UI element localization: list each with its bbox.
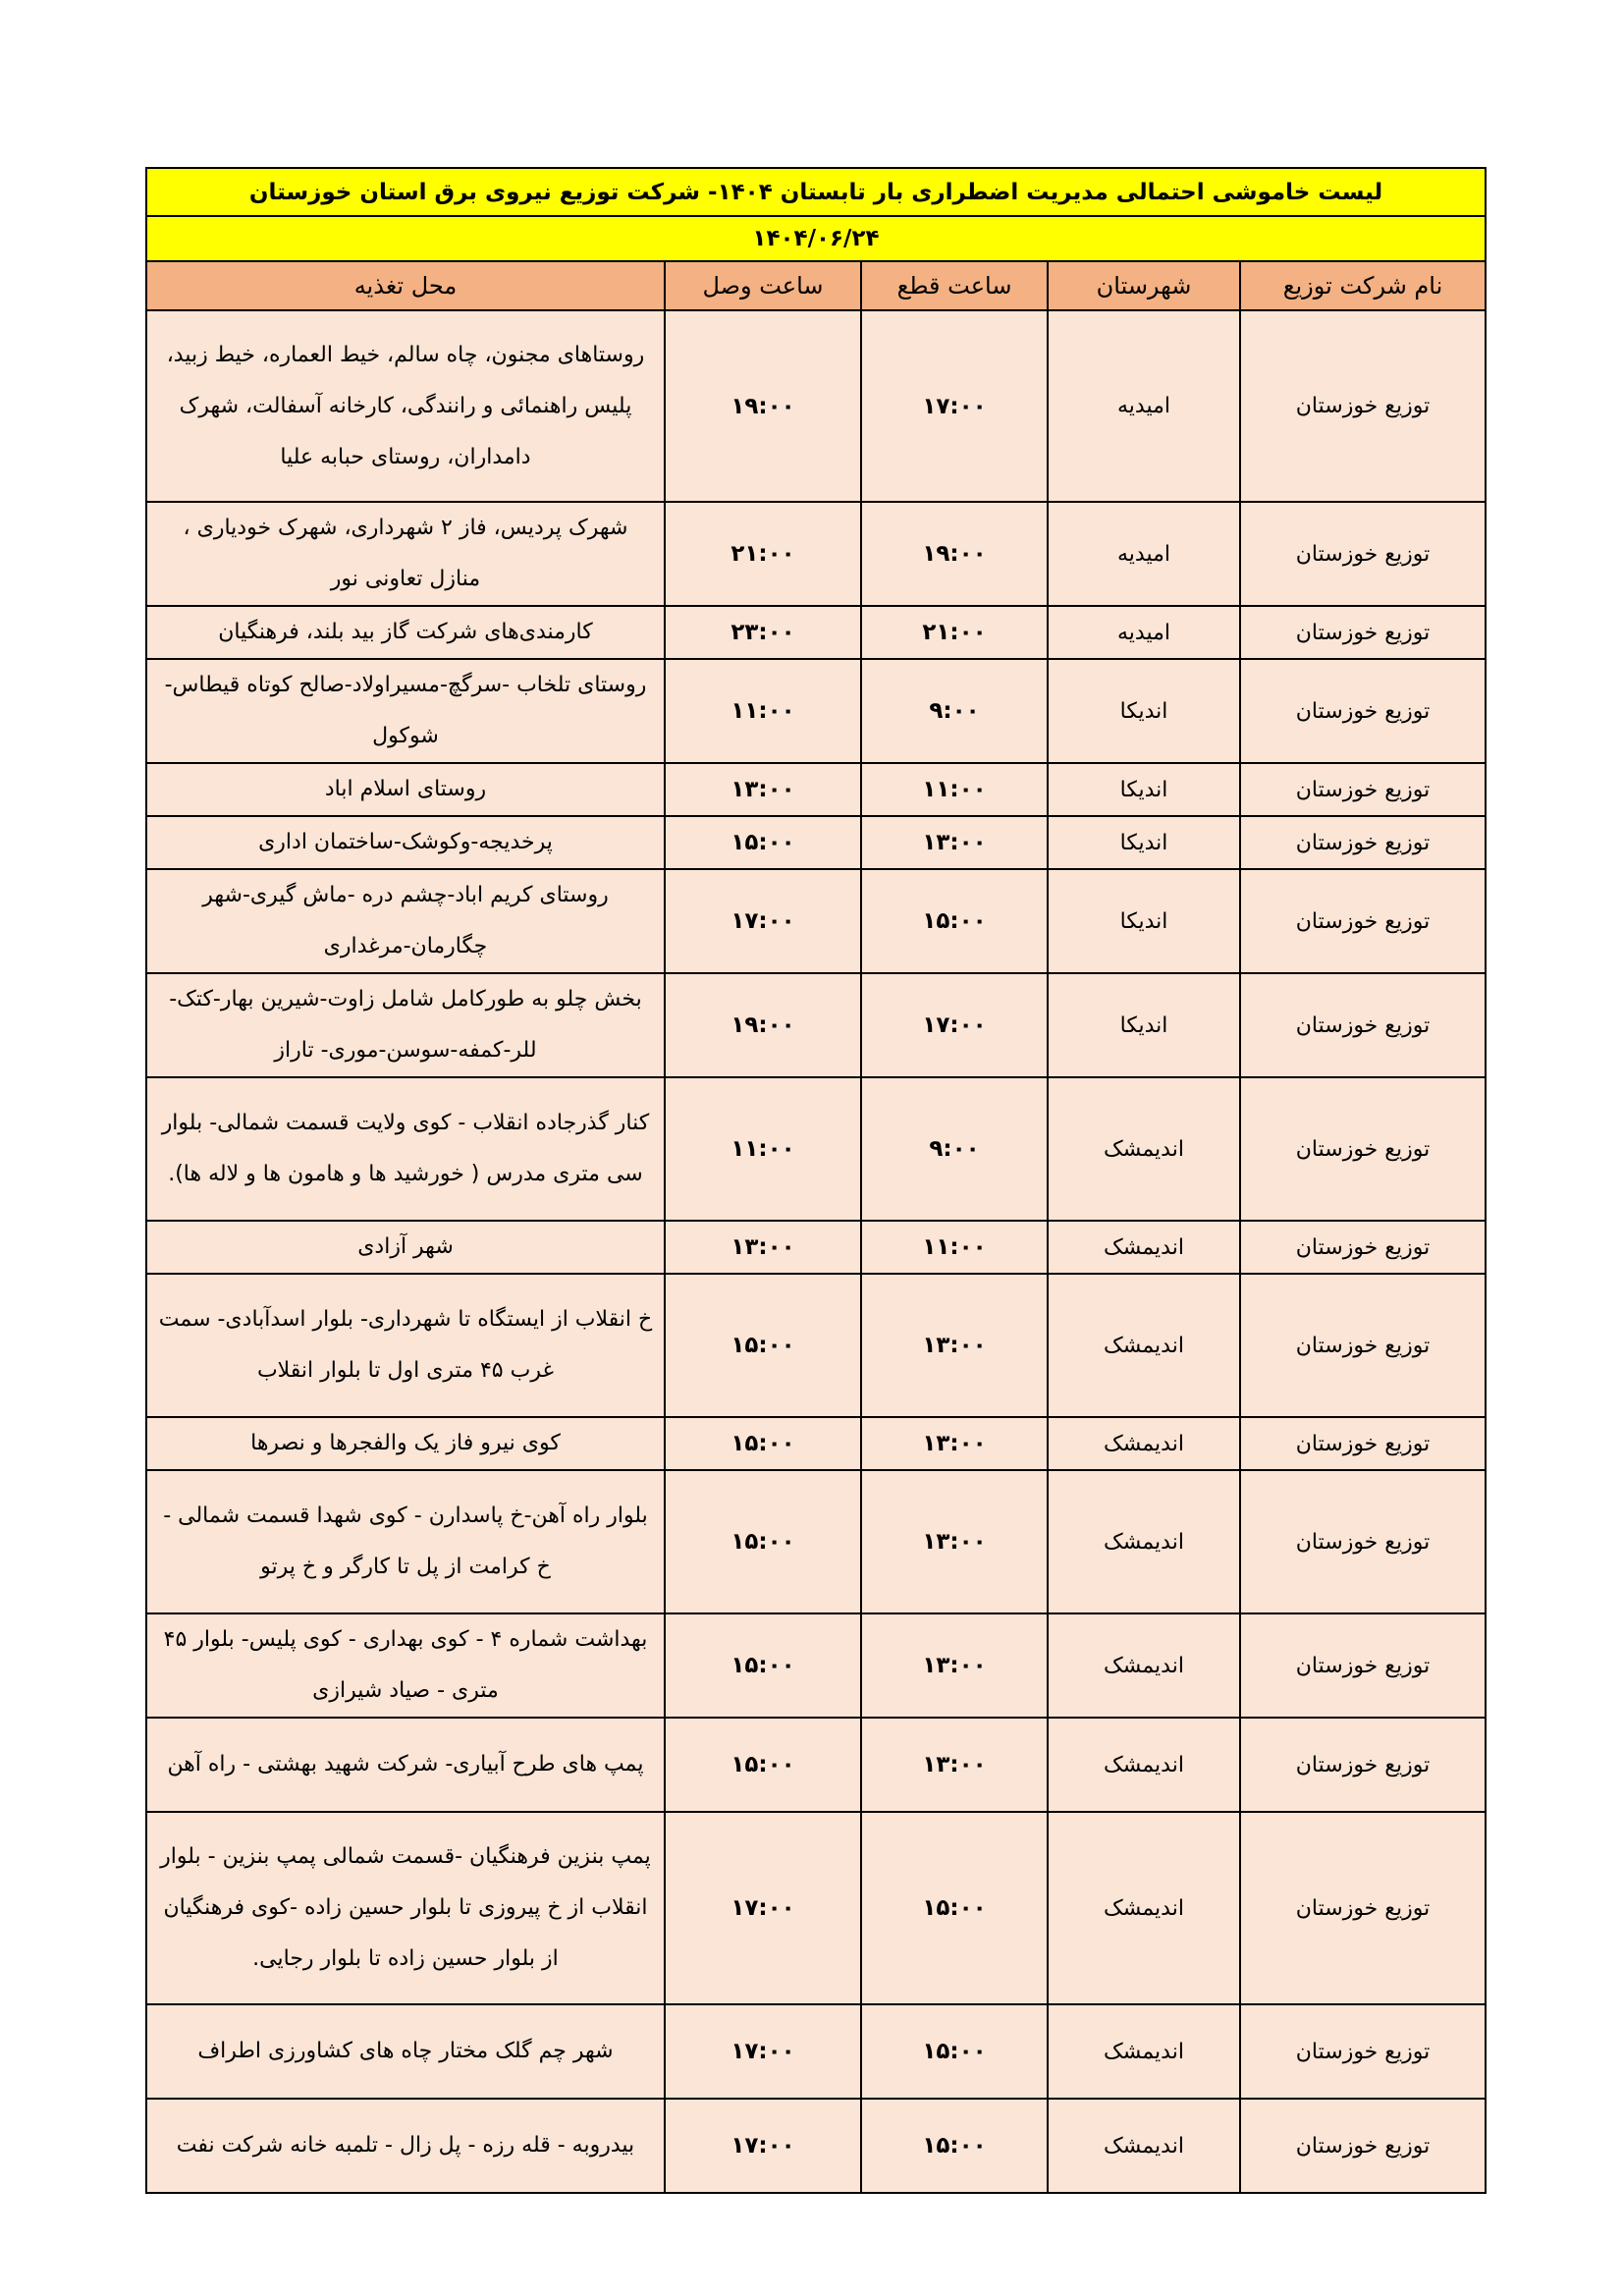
cell-city: اندیمشک [1048,1274,1240,1417]
cell-cut-time: ۱۷:۰۰ [861,973,1048,1077]
cell-location: بلوار راه آهن-خ پاسدارن - کوی شهدا قسمت شمالی - خ کرامت از پل تا کارگر و خ پرتو [146,1470,665,1613]
cell-location: پمپ های طرح آبیاری- شرکت شهید بهشتی - راه آهن [146,1718,665,1812]
cell-connect-time: ۲۳:۰۰ [665,606,861,659]
cell-location: کنار گذرجاده انقلاب - کوی ولایت قسمت شمالی- بلوار سی متری مدرس ( خورشید ها و هامون ها و لاله ها). [146,1077,665,1221]
cell-connect-time: ۱۷:۰۰ [665,869,861,973]
table-row [146,1077,1486,1221]
cell-company: توزیع خوزستان [1240,1613,1486,1718]
cell-city: امیدیه [1048,502,1240,606]
cell-connect-time: ۲۱:۰۰ [665,502,861,606]
cell-cut-time: ۱۵:۰۰ [861,2099,1048,2193]
cell-connect-time: ۱۵:۰۰ [665,1417,861,1470]
cell-company: توزیع خوزستان [1240,606,1486,659]
cell-city: امیدیه [1048,606,1240,659]
cell-connect-time: ۱۹:۰۰ [665,310,861,502]
cell-city: اندیمشک [1048,1470,1240,1613]
outage-sheet [147,167,1487,2194]
cell-cut-time: ۱۳:۰۰ [861,1613,1048,1718]
cell-city: اندیکا [1048,869,1240,973]
table-row [146,1417,1486,1470]
cell-city: اندیمشک [1048,1812,1240,2004]
header-connect-time: ساعت وصل [665,261,861,310]
header-cut-time: ساعت قطع [861,261,1048,310]
cell-cut-time: ۱۱:۰۰ [861,1221,1048,1274]
cell-location: روستاهای مجنون، چاه سالم، خیط العماره، خیط زبید، پلیس راهنمائی و رانندگی، کارخانه آسفالت، شهرک دامداران، روستای حبابه علیا [146,310,665,502]
table-row [146,606,1486,659]
cell-location: شهر چم گلک مختار چاه های کشاورزی اطراف [146,2004,665,2099]
table-row [146,502,1486,606]
table-row [146,1613,1486,1718]
table-row [146,1274,1486,1417]
cell-cut-time: ۱۵:۰۰ [861,2004,1048,2099]
cell-city: اندیمشک [1048,1077,1240,1221]
table-row [146,1812,1486,2004]
cell-location: روستای کریم اباد-چشم دره -ماش گیری-شهر چگارمان-مرغداری [146,869,665,973]
table-row [146,1470,1486,1613]
cell-connect-time: ۱۱:۰۰ [665,659,861,763]
cell-cut-time: ۹:۰۰ [861,659,1048,763]
cell-connect-time: ۱۹:۰۰ [665,973,861,1077]
cell-cut-time: ۱۵:۰۰ [861,1812,1048,2004]
cell-company: توزیع خوزستان [1240,2099,1486,2193]
header-company: نام شرکت توزیع [1240,261,1486,310]
cell-city: اندیکا [1048,973,1240,1077]
cell-location: پرخدیجه-وکوشک-ساختمان اداری [146,816,665,869]
cell-city: امیدیه [1048,310,1240,502]
cell-connect-time: ۱۵:۰۰ [665,1274,861,1417]
cell-location: بیدروبه - قله رزه - پل زال - تلمبه خانه شرکت نفت [146,2099,665,2193]
cell-location: کوی نیرو فاز یک والفجرها و نصرها [146,1417,665,1470]
cell-company: توزیع خوزستان [1240,1417,1486,1470]
cell-connect-time: ۱۵:۰۰ [665,1613,861,1718]
cell-connect-time: ۱۳:۰۰ [665,1221,861,1274]
cell-company: توزیع خوزستان [1240,816,1486,869]
cell-city: اندیکا [1048,763,1240,816]
cell-cut-time: ۱۳:۰۰ [861,1274,1048,1417]
cell-company: توزیع خوزستان [1240,310,1486,502]
document-title: لیست خاموشی احتمالی مدیریت اضطراری بار تابستان ۱۴۰۴- شرکت توزیع نیروی برق استان خوزستان [146,168,1486,216]
cell-cut-time: ۱۳:۰۰ [861,816,1048,869]
cell-company: توزیع خوزستان [1240,869,1486,973]
cell-cut-time: ۱۹:۰۰ [861,502,1048,606]
cell-company: توزیع خوزستان [1240,2004,1486,2099]
cell-connect-time: ۱۷:۰۰ [665,2004,861,2099]
cell-company: توزیع خوزستان [1240,659,1486,763]
cell-city: اندیمشک [1048,1221,1240,1274]
cell-city: اندیمشک [1048,1417,1240,1470]
cell-cut-time: ۲۱:۰۰ [861,606,1048,659]
table-row [146,310,1486,502]
cell-cut-time: ۱۳:۰۰ [861,1718,1048,1812]
cell-company: توزیع خوزستان [1240,1077,1486,1221]
cell-company: توزیع خوزستان [1240,1812,1486,2004]
cell-location: کارمندی‌های شرکت گاز بید بلند، فرهنگیان [146,606,665,659]
cell-city: اندیمشک [1048,2099,1240,2193]
cell-location: بهداشت شماره ۴ - کوی بهداری - کوی پلیس- بلوار ۴۵ متری - صیاد شیرازی [146,1613,665,1718]
cell-company: توزیع خوزستان [1240,973,1486,1077]
table-row [146,973,1486,1077]
table-row [146,1718,1486,1812]
cell-connect-time: ۱۵:۰۰ [665,1470,861,1613]
cell-city: اندیمشک [1048,1718,1240,1812]
cell-location: بخش چلو به طورکامل شامل زاوت-شیرین بهار-کتک-للر-کمفه-سوسن-موری- تاراز [146,973,665,1077]
cell-city: اندیمشک [1048,2004,1240,2099]
cell-company: توزیع خوزستان [1240,1274,1486,1417]
cell-cut-time: ۱۳:۰۰ [861,1470,1048,1613]
table-row [146,869,1486,973]
cell-cut-time: ۱۷:۰۰ [861,310,1048,502]
cell-company: توزیع خوزستان [1240,1470,1486,1613]
table-row [146,1221,1486,1274]
cell-location: روستای تلخاب -سرگچ-مسیراولاد-صالح کوتاه قیطاس-شوکول [146,659,665,763]
cell-connect-time: ۱۷:۰۰ [665,2099,861,2193]
cell-location: روستای اسلام اباد [146,763,665,816]
cell-city: اندیکا [1048,659,1240,763]
document-date: ۱۴۰۴/۰۶/۲۴ [146,216,1486,261]
cell-company: توزیع خوزستان [1240,502,1486,606]
cell-cut-time: ۱۳:۰۰ [861,1417,1048,1470]
cell-location: شهرک پردیس، فاز ۲ شهرداری، شهرک خودیاری ، منازل تعاونی نور [146,502,665,606]
outage-table [145,167,1487,2194]
cell-location: پمپ بنزین فرهنگیان -قسمت شمالی پمپ بنزین - بلوار انقلاب از خ پیروزی تا بلوار حسین زاده -کوی فرهنگیان از بلوار حسین زاده تا بلوار رجایی. [146,1812,665,2004]
cell-company: توزیع خوزستان [1240,763,1486,816]
date-row [146,216,1486,261]
cell-location: شهر آزادی [146,1221,665,1274]
table-row [146,816,1486,869]
cell-cut-time: ۱۱:۰۰ [861,763,1048,816]
cell-connect-time: ۱۷:۰۰ [665,1812,861,2004]
cell-company: توزیع خوزستان [1240,1718,1486,1812]
cell-location: خ انقلاب از ایستگاه تا شهرداری- بلوار اسدآبادی- سمت غرب ۴۵ متری اول تا بلوار انقلاب [146,1274,665,1417]
cell-company: توزیع خوزستان [1240,1221,1486,1274]
table-row [146,2099,1486,2193]
table-row [146,763,1486,816]
cell-connect-time: ۱۵:۰۰ [665,816,861,869]
cell-city: اندیکا [1048,816,1240,869]
header-city: شهرستان [1048,261,1240,310]
cell-connect-time: ۱۵:۰۰ [665,1718,861,1812]
table-row [146,2004,1486,2099]
cell-connect-time: ۱۱:۰۰ [665,1077,861,1221]
cell-cut-time: ۹:۰۰ [861,1077,1048,1221]
cell-city: اندیمشک [1048,1613,1240,1718]
header-row [146,261,1486,310]
header-location: محل تغذیه [146,261,665,310]
title-row [146,168,1486,216]
table-row [146,659,1486,763]
cell-cut-time: ۱۵:۰۰ [861,869,1048,973]
cell-connect-time: ۱۳:۰۰ [665,763,861,816]
